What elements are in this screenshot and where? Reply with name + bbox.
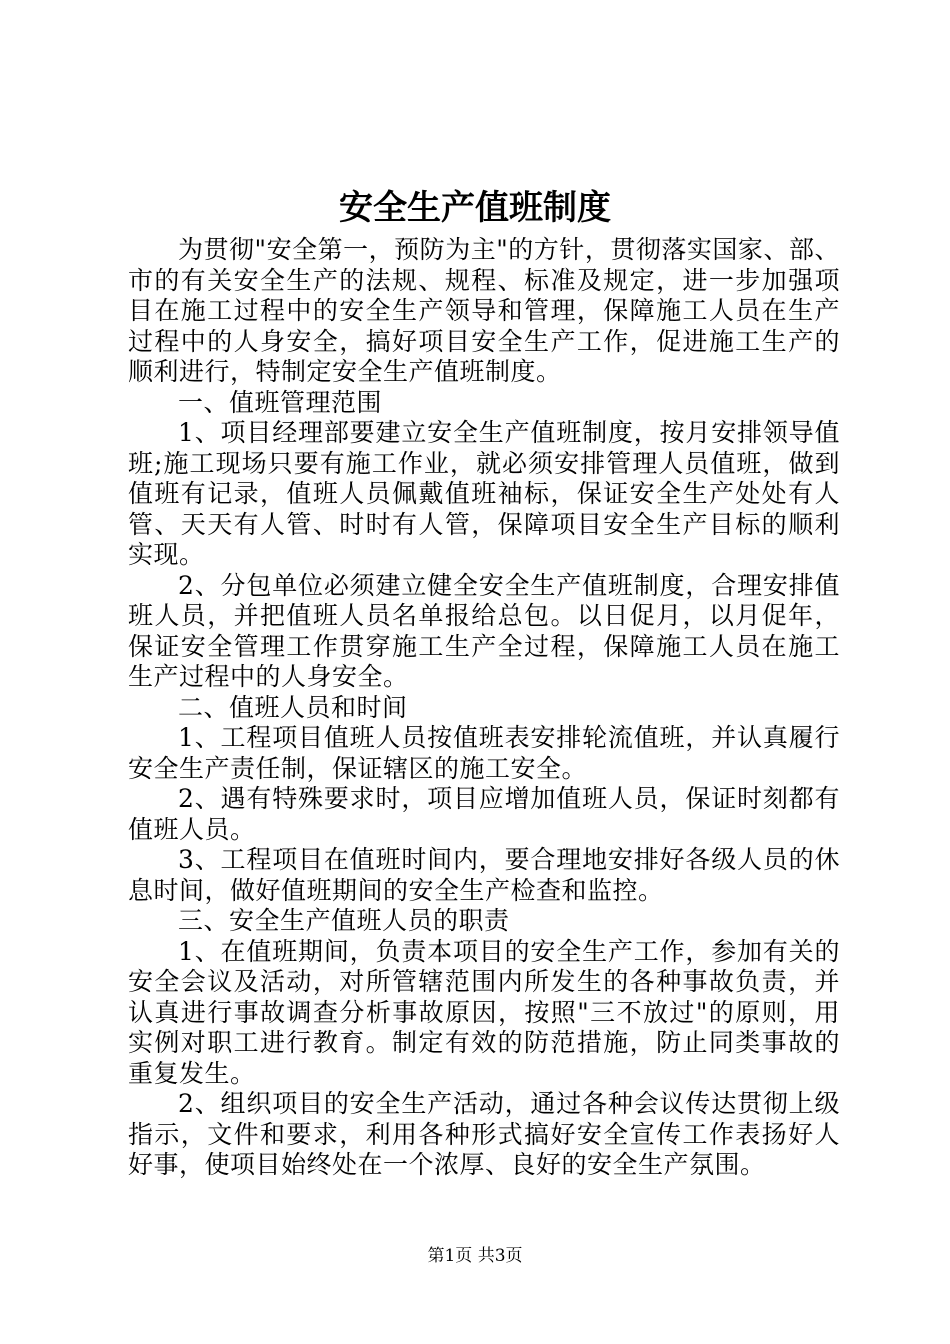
- paragraph-1-2: 2、分包单位必须建立健全安全生产值班制度，合理安排值班人员，并把值班人员名单报给总包。以日促月，以月促年，保证安全管理工作贯穿施工生产全过程，保障施工人员在施工生产过程中的人身安全。: [128, 570, 840, 691]
- paragraph-2-2: 2、遇有特殊要求时，项目应增加值班人员，保证时刻都有值班人员。: [128, 784, 840, 844]
- paragraph-2-1: 1、工程项目值班人员按值班表安排轮流值班，并认真履行安全生产责任制，保证辖区的施工安全。: [128, 723, 840, 783]
- page-number-footer: 第1页 共3页: [427, 1246, 523, 1266]
- section-heading-2: 二、值班人员和时间: [178, 692, 408, 722]
- section-heading-1: 一、值班管理范围: [178, 387, 383, 417]
- paragraph-2-3: 3、工程项目在值班时间内，要合理地安排好各级人员的休息时间，做好值班期间的安全生产检查和监控。: [128, 845, 840, 905]
- paragraph-3-1: 1、在值班期间，负责本项目的安全生产工作，参加有关的安全会议及活动，对所管辖范围内所发生的各种事故负责，并认真进行事故调查分析事故原因，按照"三不放过"的原则，用实例对职工进行教育。制定有效的防范措施，防止同类事故的重复发生。: [128, 936, 840, 1088]
- paragraph-intro: 为贯彻"安全第一，预防为主"的方针，贯彻落实国家、部、市的有关安全生产的法规、规程、标准及规定，进一步加强项目在施工过程中的安全生产领导和管理，保障施工人员在生产过程中的人身安全，搞好项目安全生产工作，促进施工生产的顺利进行，特制定安全生产值班制度。: [128, 235, 840, 386]
- document-body: [128, 235, 840, 1181]
- document-title: 安全生产值班制度: [339, 188, 611, 228]
- paragraph-1-1: 1、项目经理部要建立安全生产值班制度，按月安排领导值班;施工现场只要有施工作业，就必须安排管理人员值班，做到值班有记录，值班人员佩戴值班袖标，保证安全生产处处有人管、天天有人管、时时有人管，保障项目安全生产目标的顺利实现。: [128, 418, 840, 569]
- section-heading-3: 三、安全生产值班人员的职责: [178, 906, 510, 935]
- paragraph-3-2: 2、组织项目的安全生产活动，通过各种会议传达贯彻上级指示，文件和要求，利用各种形式搞好安全宣传工作表扬好人好事，使项目始终处在一个浓厚、良好的安全生产氛围。: [128, 1089, 840, 1179]
